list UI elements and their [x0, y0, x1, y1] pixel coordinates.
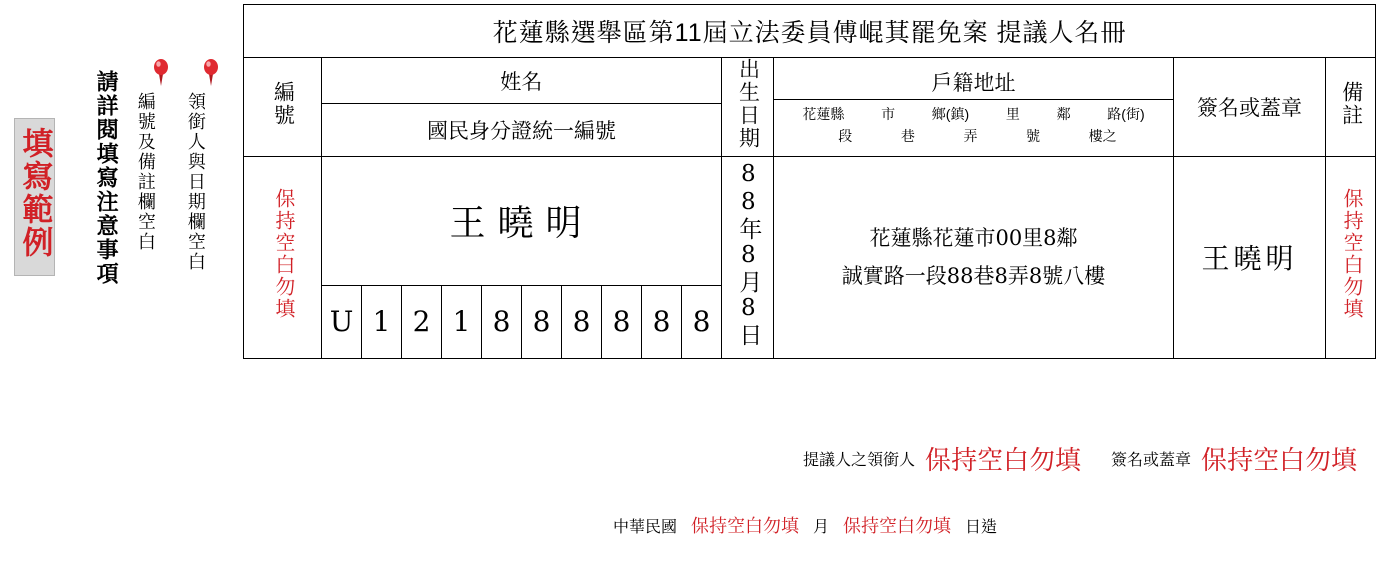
addr-sub-city: 市: [881, 105, 896, 122]
addr-sub-road: 路(街): [1107, 105, 1145, 122]
cell-name-value[interactable]: 王曉明: [322, 156, 722, 285]
instruction-note-leader-date-label: 領銜人與日期欄空白: [185, 92, 206, 272]
header-number: [244, 58, 322, 157]
pushpin-icon: [148, 58, 174, 88]
header-address: [774, 58, 1174, 157]
cell-signature-value[interactable]: 王曉明: [1174, 156, 1326, 358]
cell-number-value-text: 保持空白勿填: [271, 188, 294, 321]
addr-sub-village: 里: [1005, 105, 1020, 122]
id-digit-box[interactable]: 2: [402, 285, 442, 358]
id-digit-box[interactable]: 8: [642, 285, 682, 358]
instruction-note-number-remark: [136, 92, 155, 257]
leader-signature-value[interactable]: 保持空白勿填: [1200, 444, 1357, 475]
header-remark: [1326, 58, 1376, 157]
header-address-label: 戶籍地址: [774, 63, 1173, 100]
year-value[interactable]: 保持空白勿填: [690, 516, 799, 536]
id-digit-box[interactable]: 8: [522, 285, 562, 358]
footer-date-row: [243, 512, 1367, 538]
cell-birth-date-value-text: 88年8月8日: [735, 160, 762, 348]
form-title: 花蓮縣選舉區第11屆立法委員傅崐萁罷免案 提議人名冊: [244, 5, 1376, 58]
cell-remark-value[interactable]: [1326, 156, 1376, 358]
header-signature: 簽名或蓋章: [1174, 58, 1326, 157]
cell-number-value[interactable]: [244, 156, 322, 358]
addr-sub-neighborhood: 鄰: [1056, 105, 1071, 122]
era-label: 中華民國: [612, 518, 677, 536]
sample-badge: [14, 118, 55, 276]
addr-sub-section: 段: [838, 127, 853, 144]
header-name: 姓名: [322, 58, 722, 104]
id-digit-box[interactable]: 8: [482, 285, 522, 358]
header-birth-date: [722, 58, 774, 157]
id-digit-box[interactable]: U: [322, 285, 362, 358]
leader-value[interactable]: 保持空白勿填: [924, 444, 1081, 475]
addr-sub-township: 鄉(鎮): [931, 105, 970, 122]
month-label: 月: [812, 518, 829, 536]
addr-sub-house-number: 號: [1026, 127, 1041, 144]
cell-birth-date-value[interactable]: [722, 156, 774, 358]
instruction-note-leader-date: [186, 92, 205, 277]
cell-address-value[interactable]: [774, 156, 1174, 358]
header-address-sublabels: [774, 100, 1173, 151]
cell-address-line1: 花蓮縣花蓮市00里8鄰: [869, 225, 1078, 250]
cell-remark-value-text: 保持空白勿填: [1340, 188, 1362, 321]
id-digit-box[interactable]: 8: [602, 285, 642, 358]
header-birth-date-label: 出生日期: [736, 58, 760, 150]
header-number-label: 編號: [271, 81, 295, 127]
sample-badge-label: 填寫範例: [17, 127, 53, 259]
day-value[interactable]: 保持空白勿填: [843, 516, 951, 536]
footer-leader-row: [243, 438, 1367, 478]
leader-label: 提議人之領銜人: [802, 451, 915, 469]
leader-signature-label: 簽名或蓋章: [1110, 451, 1191, 469]
cell-address-line2: 誠實路一段88巷8弄8號八樓: [841, 264, 1106, 289]
pushpin-icon: [198, 58, 224, 88]
id-digit-box[interactable]: 1: [362, 285, 402, 358]
instruction-note-number-remark-label: 編號及備註欄空白: [135, 92, 156, 252]
addr-sub-lane: 巷: [900, 127, 915, 144]
addr-sub-floor: 樓之: [1088, 127, 1117, 144]
left-annotation-panel: [0, 0, 245, 440]
id-digit-box[interactable]: 8: [682, 285, 722, 358]
id-digit-box[interactable]: 8: [562, 285, 602, 358]
petition-form-table: [243, 4, 1367, 359]
addr-sub-alley: 弄: [963, 127, 978, 144]
day-label: 日造: [965, 518, 998, 536]
header-id-number: 國民身分證統一編號: [322, 104, 722, 156]
instruction-note-main-label: 請詳閱填寫注意事項: [94, 70, 120, 286]
header-remark-label: 備註: [1339, 81, 1363, 127]
instruction-note-main: [95, 70, 118, 292]
addr-sub-county: 花蓮縣: [802, 105, 845, 122]
id-digit-box[interactable]: 1: [442, 285, 482, 358]
